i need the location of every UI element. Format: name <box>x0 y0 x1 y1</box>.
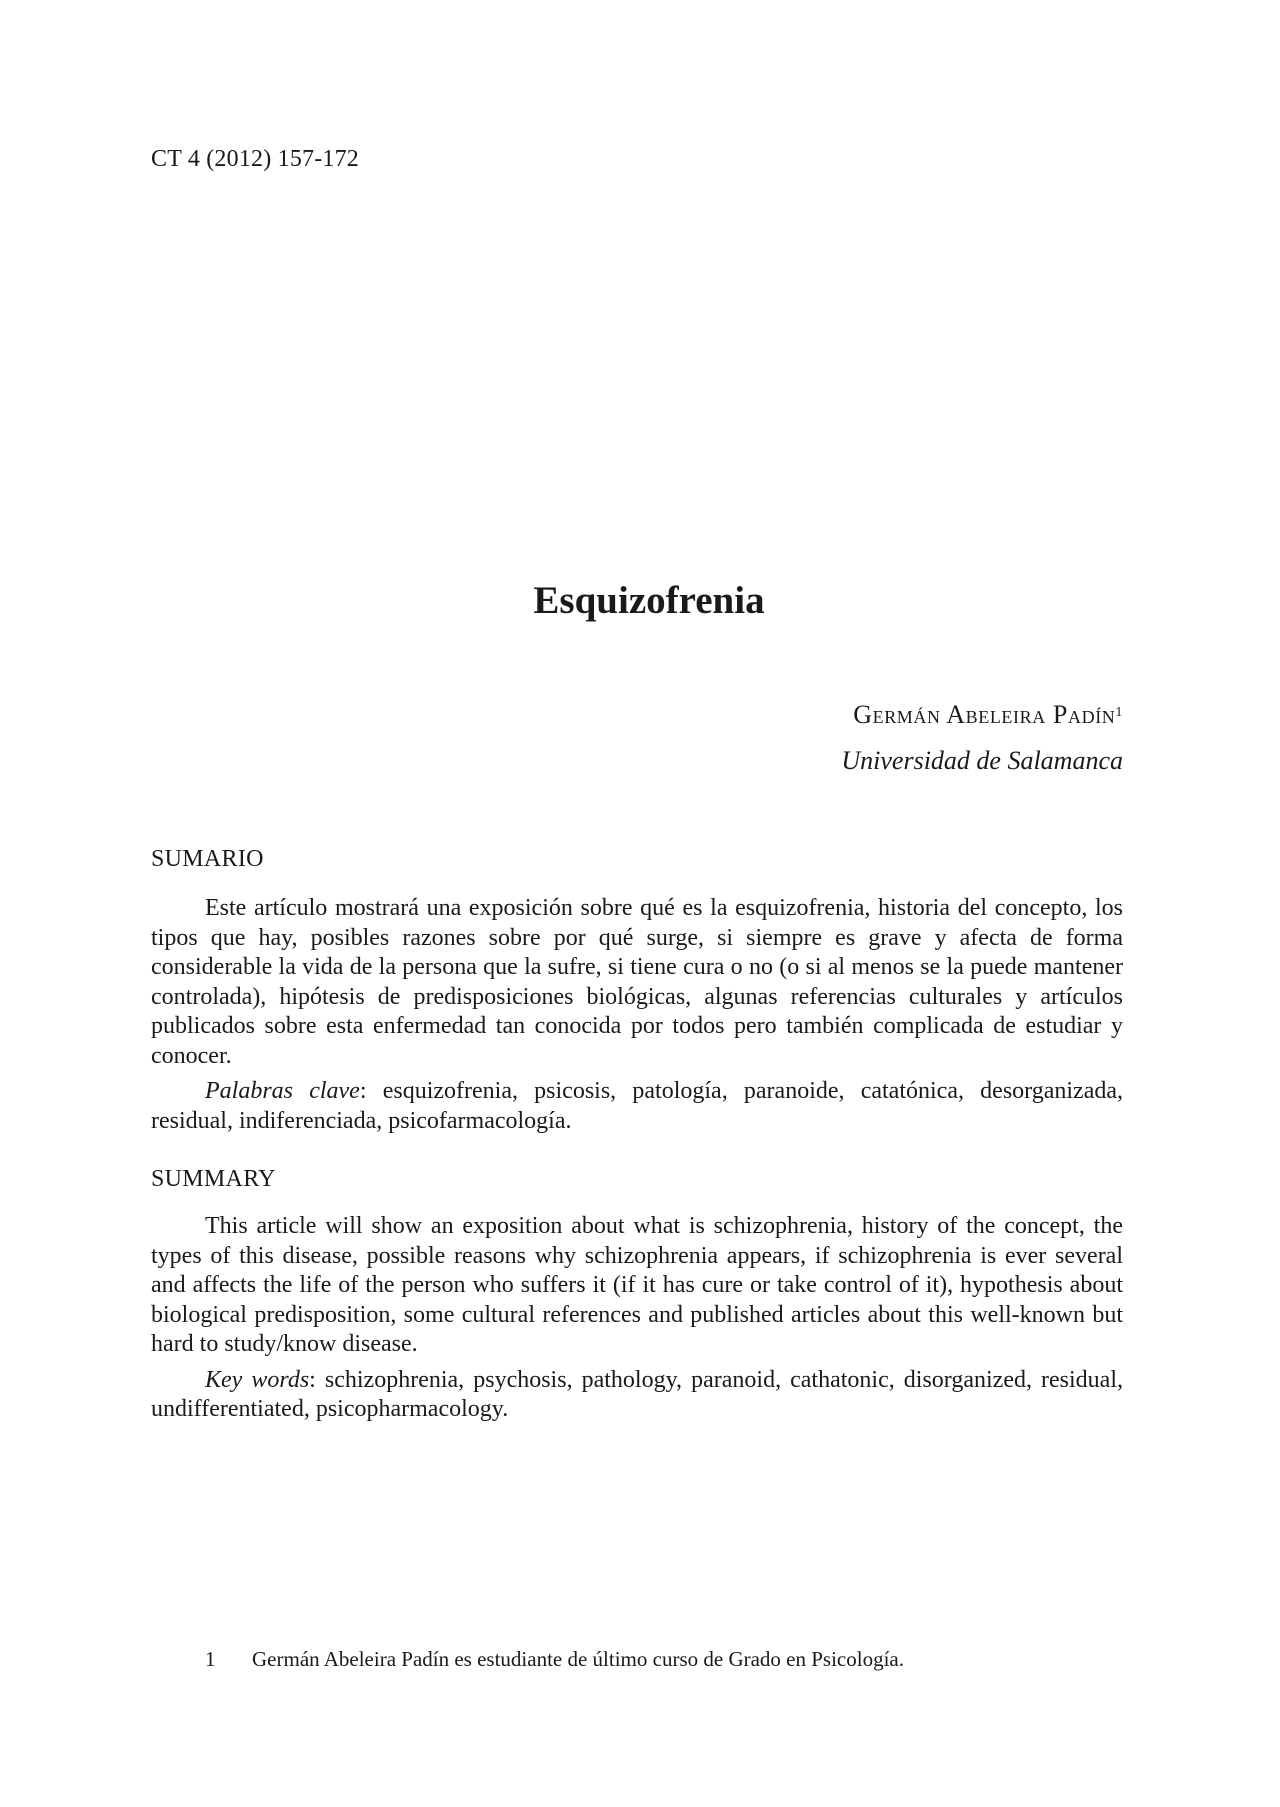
footnote-text: Germán Abeleira Padín es estudiante de último curso de Grado en Psicología. <box>252 1647 904 1671</box>
sumario-keywords <box>151 1077 1123 1136</box>
article-title-text: Esquizofrenia <box>533 579 765 622</box>
sumario-abstract: Este artículo mostrará una exposición sobre qué es la esquizofrenia, historia del concepto, los tipos que hay, posibles razones sobre por qué surge, si siempre es grave y afecta de forma considerable la vida de la persona que la sufre, si tiene cura o no (o si al menos se la puede mantener controlada), hipótesis de predisposiciones biológicas, algunas referencias culturales y artículos publicados sobre esta enfermedad tan conocida por todos pero también complicada de estudiar y conocer. <box>151 895 1123 1069</box>
sumario-heading: SUMARIO <box>151 846 264 872</box>
author-affiliation: Universidad de Salamanca <box>841 746 1123 775</box>
running-head: CT 4 (2012) 157-172 <box>151 146 360 172</box>
footnote <box>205 1647 904 1672</box>
author-name <box>841 692 1123 738</box>
sumario-body <box>151 894 1123 1136</box>
footnote-number: 1 <box>205 1647 216 1671</box>
summary-body <box>151 1212 1123 1425</box>
summary-keywords-list: : schizophrenia, psychosis, pathology, paranoid, cathatonic, disorganized, residual, undifferentiated, psicopharmacology. <box>151 1366 1123 1422</box>
author-block <box>841 692 1123 784</box>
sumario-keywords-label: Palabras clave <box>205 1078 360 1104</box>
article-title <box>0 578 1280 623</box>
summary-keywords-label: Key words <box>205 1366 310 1393</box>
sumario-keywords-list: : esquizofrenia, psicosis, patología, paranoide, catatónica, desorganizada, residual, indiferenciada, psicofarmacología. <box>151 1078 1124 1134</box>
author-name-text: Germán Abeleira Padín <box>853 700 1116 729</box>
author-footnote-mark[interactable]: 1 <box>1115 705 1123 720</box>
summary-keywords <box>151 1366 1123 1425</box>
summary-heading: SUMMARY <box>151 1166 276 1192</box>
summary-abstract: This article will show an exposition about what is schizophrenia, history of the concept, the types of this disease, possible reasons why schizophrenia appears, if schizophrenia is ever several and affects the life of the person who suffers it (if it has cure or take control of it), hypothesis about biological predisposition, some cultural references and published articles about this well-known but hard to study/know disease. <box>151 1213 1123 1357</box>
